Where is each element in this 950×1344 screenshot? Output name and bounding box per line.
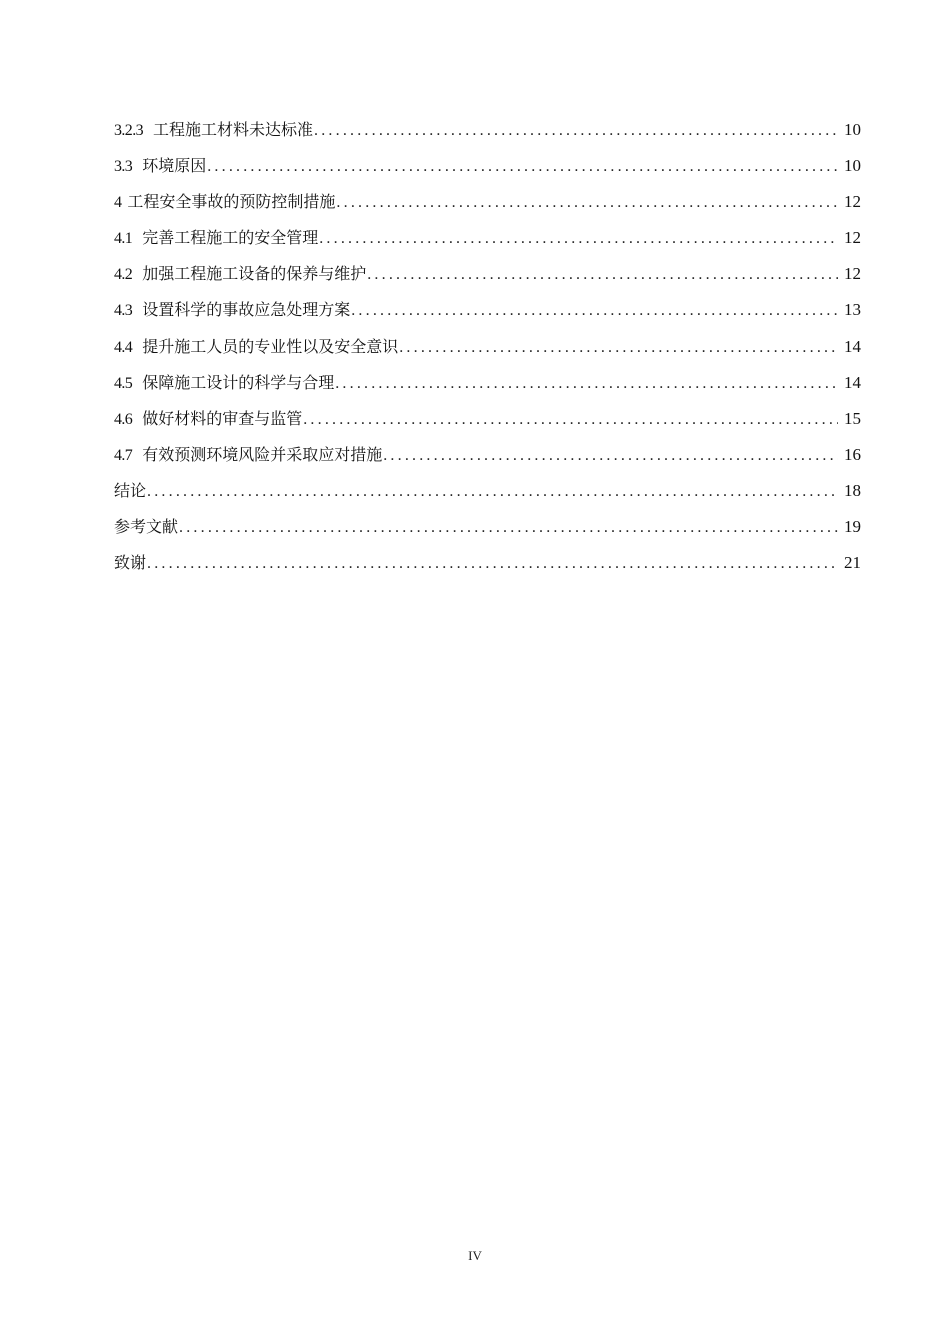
toc-entry-4-5[interactable] bbox=[114, 365, 861, 401]
toc-entry-title: 保障施工设计的科学与合理 bbox=[142, 372, 335, 392]
toc-dot-leader bbox=[314, 113, 838, 149]
toc-entry-page: 15 bbox=[844, 408, 861, 428]
toc-dot-leader bbox=[335, 366, 838, 402]
toc-entry-number: 4.6 bbox=[114, 410, 133, 428]
toc-entry-page: 12 bbox=[844, 192, 861, 212]
toc-entry-number: 4 bbox=[114, 194, 122, 212]
toc-entry-page: 12 bbox=[844, 264, 861, 284]
toc-entry-acknowledgements[interactable] bbox=[114, 545, 861, 581]
toc-dot-leader bbox=[319, 221, 838, 257]
toc-entry-title: 加强工程施工设备的保养与维护 bbox=[142, 264, 367, 284]
toc-entry-4[interactable] bbox=[114, 184, 861, 220]
toc-entry-number: 3.3 bbox=[114, 158, 133, 176]
toc-dot-leader bbox=[351, 293, 838, 329]
toc-entry-page: 13 bbox=[844, 300, 861, 320]
toc-entry-number: 4.7 bbox=[114, 446, 133, 464]
toc-entry-number: 4.2 bbox=[114, 266, 133, 284]
toc-entry-conclusion[interactable] bbox=[114, 473, 861, 509]
toc-entry-4-3[interactable] bbox=[114, 292, 861, 328]
toc-dot-leader bbox=[336, 185, 838, 221]
toc-entry-title: 致谢 bbox=[114, 553, 147, 573]
toc-entry-number: 4.3 bbox=[114, 302, 133, 320]
toc-entry-number: 4.5 bbox=[114, 374, 133, 392]
toc-entry-page: 16 bbox=[844, 444, 861, 464]
toc-entry-4-6[interactable] bbox=[114, 401, 861, 437]
toc-entry-4-1[interactable] bbox=[114, 220, 861, 256]
toc-dot-leader bbox=[179, 510, 838, 546]
toc-entry-title: 做好材料的审查与监管 bbox=[142, 408, 303, 428]
toc-entry-page: 10 bbox=[844, 156, 861, 176]
toc-entry-3-2-3[interactable] bbox=[114, 112, 861, 148]
page-number: IV bbox=[468, 1248, 482, 1263]
toc-entry-page: 12 bbox=[844, 228, 861, 248]
toc-entry-page: 14 bbox=[844, 336, 861, 356]
toc-entry-4-2[interactable] bbox=[114, 256, 861, 292]
toc-entry-page: 14 bbox=[844, 372, 861, 392]
toc-dot-leader bbox=[383, 438, 838, 474]
toc-entry-page: 19 bbox=[844, 517, 861, 537]
toc-entry-page: 10 bbox=[844, 120, 861, 139]
toc-entry-title: 工程安全事故的预防控制措施 bbox=[127, 192, 336, 212]
toc-entry-number: 4.4 bbox=[114, 338, 133, 356]
toc-entry-title: 有效预测环境风险并采取应对措施 bbox=[142, 444, 383, 464]
toc-entry-3-3[interactable] bbox=[114, 148, 861, 184]
table-of-contents bbox=[114, 112, 861, 581]
toc-entry-number: 3.2.3 bbox=[114, 122, 144, 139]
toc-entry-4-7[interactable] bbox=[114, 437, 861, 473]
toc-entry-4-4[interactable] bbox=[114, 329, 861, 365]
toc-entry-title: 环境原因 bbox=[142, 156, 207, 176]
toc-entry-title: 提升施工人员的专业性以及安全意识 bbox=[142, 336, 399, 356]
toc-entry-number: 4.1 bbox=[114, 230, 133, 248]
toc-entry-title: 设置科学的事故应急处理方案 bbox=[142, 300, 351, 320]
toc-dot-leader bbox=[399, 330, 838, 366]
toc-dot-leader bbox=[207, 149, 838, 185]
toc-entry-page: 21 bbox=[844, 553, 861, 573]
toc-entry-title: 结论 bbox=[114, 480, 147, 500]
toc-entry-references[interactable] bbox=[114, 509, 861, 545]
toc-dot-leader bbox=[147, 474, 838, 510]
toc-entry-title: 参考文献 bbox=[114, 517, 179, 537]
toc-dot-leader bbox=[367, 257, 838, 293]
toc-entry-page: 18 bbox=[844, 480, 861, 500]
toc-entry-title: 完善工程施工的安全管理 bbox=[142, 228, 319, 248]
toc-dot-leader bbox=[303, 402, 838, 438]
toc-entry-title: 工程施工材料未达标准 bbox=[153, 120, 314, 139]
toc-dot-leader bbox=[147, 546, 838, 582]
